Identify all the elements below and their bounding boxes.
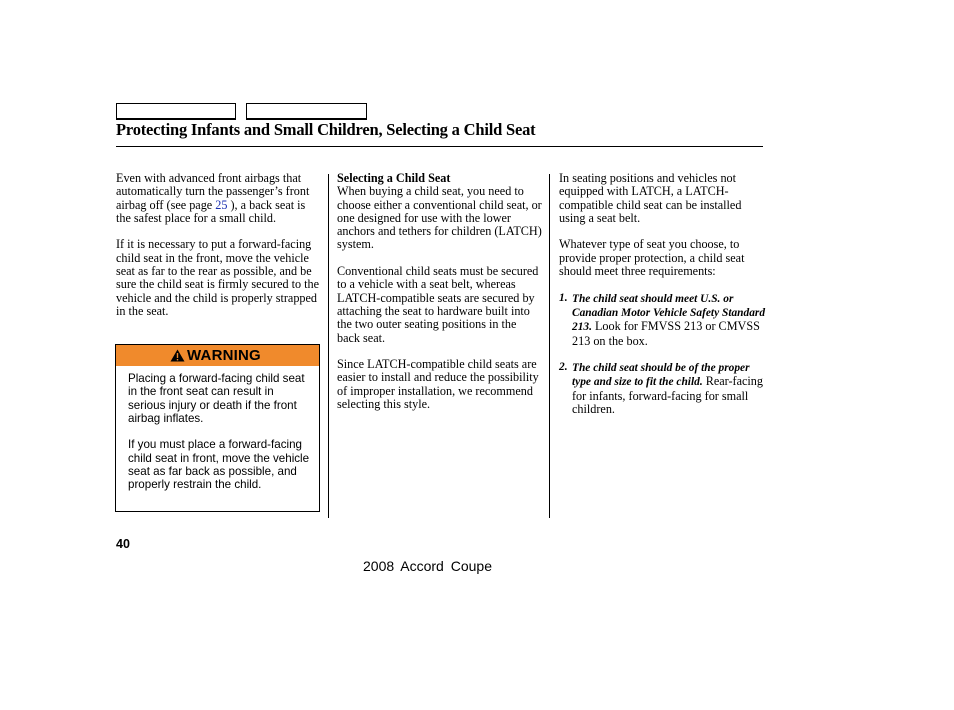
warning-triangle-icon: [170, 349, 185, 362]
col2-section: [337, 172, 542, 252]
requirement-lead: The child seat should be of the proper type and size to fit the child.: [572, 362, 750, 389]
column-divider-2: [549, 174, 550, 518]
requirement-number: 1.: [559, 291, 568, 304]
col1-p1-text-b: ), a back seat is the safest place for a small child.: [116, 197, 306, 225]
nav-tab-1[interactable]: [116, 103, 236, 120]
title-rule: [116, 146, 763, 147]
requirement-item: [559, 292, 768, 348]
column-3: [559, 172, 768, 430]
section-heading: Selecting a Child Seat: [337, 171, 451, 185]
column-2: [337, 172, 542, 425]
col1-paragraph-2: If it is necessary to put a forward-facing child seat in the front, move the vehicle seat as far to the rear as possible, and be sure the child seat is firmly secured to the vehicle and the child is properly strapped in the seat.: [116, 237, 320, 318]
warning-label: WARNING: [187, 347, 261, 364]
page-number: 40: [116, 537, 130, 551]
warning-body: [116, 366, 319, 492]
col2-paragraph-1: When buying a child seat, you need to choose either a conventional child seat, or one designed for use with the lower anchors and tethers for children (LATCH) system.: [337, 184, 542, 252]
col3-paragraph-2: Whatever type of seat you choose, to provide proper protection, a child seat should meet three requirements:: [559, 237, 745, 279]
col1-p1-text-a: Even with advanced front airbags that automatically turn the passenger’s front airbag off (see page: [116, 171, 310, 212]
requirement-item: [559, 361, 768, 416]
requirement-body: [572, 361, 768, 416]
requirement-lead: The child seat should meet U.S. or Canadian Motor Vehicle Safety Standard 213.: [572, 292, 766, 334]
column-divider-1: [328, 174, 329, 518]
warning-header: [116, 345, 319, 366]
col1-paragraph-1: [116, 172, 322, 225]
warning-paragraph-2: If you must place a forward-facing child seat in front, move the vehicle seat as far back as possible, and properly restrain the child.: [128, 438, 310, 492]
col3-paragraph-1: In seating positions and vehicles not equipped with LATCH, a LATCH-compatible child seat can be installed using a seat belt.: [559, 171, 742, 225]
requirement-text: Rear-facing for infants, forward-facing for small children.: [572, 374, 763, 417]
column-1: [116, 172, 322, 332]
footer-model: 2008 Accord Coupe: [363, 558, 492, 574]
page-title: Protecting Infants and Small Children, Selecting a Child Seat: [116, 120, 536, 139]
col2-paragraph-2: Conventional child seats must be secured to a vehicle with a seat belt, whereas LATCH-compatible seats are secured by attaching the seat to hardware built into the two outer seating positions in the back seat.: [337, 264, 539, 345]
requirement-body: [572, 292, 768, 348]
warning-paragraph-1: Placing a forward-facing child seat in the front seat can result in serious injury or death if the front airbag inflates.: [128, 372, 305, 425]
col2-paragraph-3: Since LATCH-compatible child seats are easier to install and reduce the possibility of improper installation, we recommend selecting this style.: [337, 357, 539, 412]
requirement-number: 2.: [559, 361, 568, 374]
nav-tab-2[interactable]: [246, 103, 367, 120]
warning-box: [115, 344, 320, 512]
requirement-text: Look for FMVSS 213 or CMVSS 213 on the box.: [572, 319, 760, 348]
page-reference-link[interactable]: 25: [215, 197, 228, 212]
